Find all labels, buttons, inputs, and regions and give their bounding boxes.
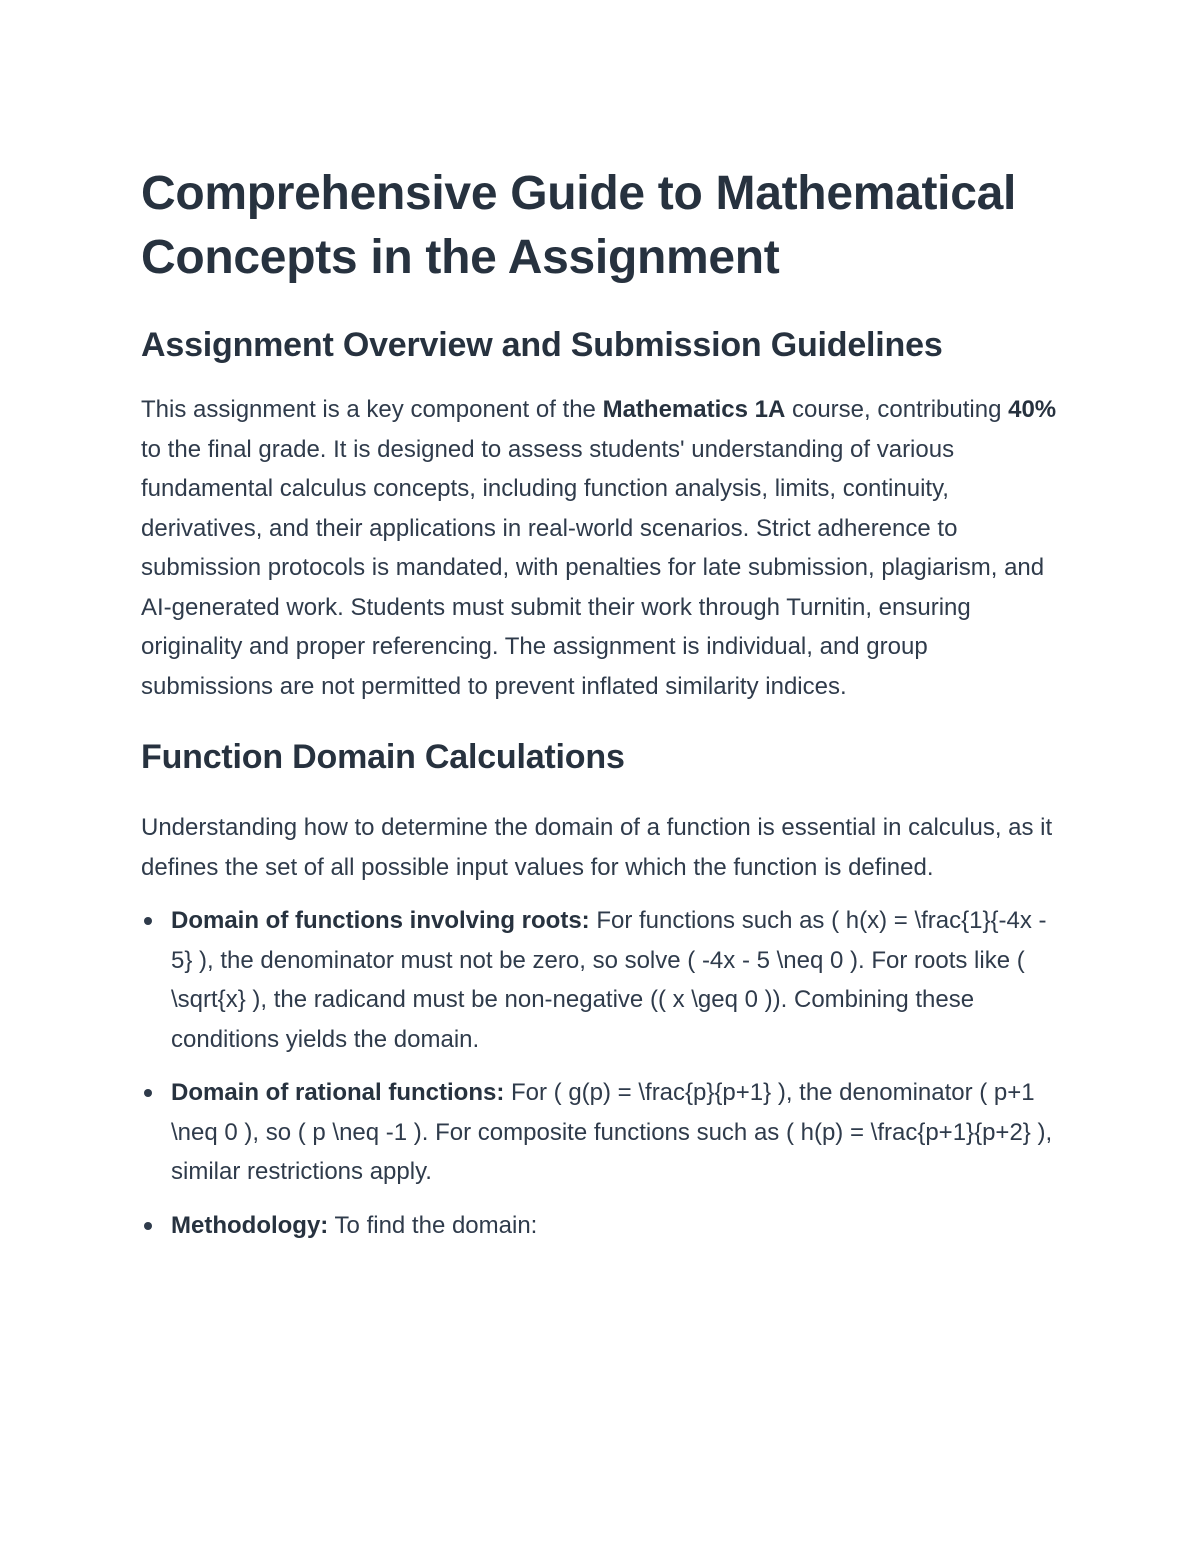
list-item-text: For ( g(p) = \frac{p}{p+1} ), the denominator ( p+1 \neq 0 ), so ( p \neq -1 ). For composite functions such as ( h(p) = \frac{p+1}{p+2} ), similar restrictions apply. (171, 1079, 1053, 1185)
list-item (141, 1206, 1061, 1246)
section-heading-domain: Function Domain Calculations (141, 738, 625, 776)
grade-weight: 40% (1008, 396, 1057, 423)
list-item-text: To find the domain: (328, 1211, 538, 1239)
list-item-label: Methodology: (171, 1211, 329, 1239)
bullet-icon (144, 917, 152, 925)
course-name: Mathematics 1A (602, 396, 786, 423)
list-item (141, 1073, 1061, 1192)
overview-paragraph: This assignment is a key component of the Mathematics 1A course, contributing 40% to the final grade. It is designed to assess students' understanding of various fundamental calculus concepts, including function analysis, limits, continuity, derivatives, and their applications in real-world scenarios. Strict adherence to submission protocols is mandated, with penalties for late submission, plagiarism, and AI-generated work. Students must submit their work through Turnitin, ensuring originality and proper referencing. The assignment is individual, and group submissions are not permitted to prevent inflated similarity indices. (141, 396, 1057, 700)
section-heading-overview: Assignment Overview and Submission Guidelines (141, 326, 943, 364)
domain-intro-paragraph: Understanding how to determine the domain of a function is essential in calculus, as it defines the set of all possible input values for which the function is defined. (141, 814, 1053, 881)
page-title: Comprehensive Guide to Mathematical Concepts in the Assignment (141, 167, 1017, 284)
list-item-label: Domain of functions involving roots: (171, 907, 590, 934)
list-item (141, 901, 1061, 1059)
list-item-label: Domain of rational functions: (171, 1079, 505, 1106)
list-item-text: For functions such as ( h(x) = \frac{1}{-4x - 5} ), the denominator must not be zero, so solve ( -4x - 5 \neq 0 ). For roots like ( \sqrt{x} ), the radicand must be non-negative (( x \geq 0 )). Combining these conditions yields the domain. (171, 907, 1047, 1053)
bullet-icon (144, 1089, 152, 1097)
document-page (141, 162, 1061, 1259)
bullet-icon (144, 1222, 152, 1230)
domain-list (141, 901, 1061, 1245)
